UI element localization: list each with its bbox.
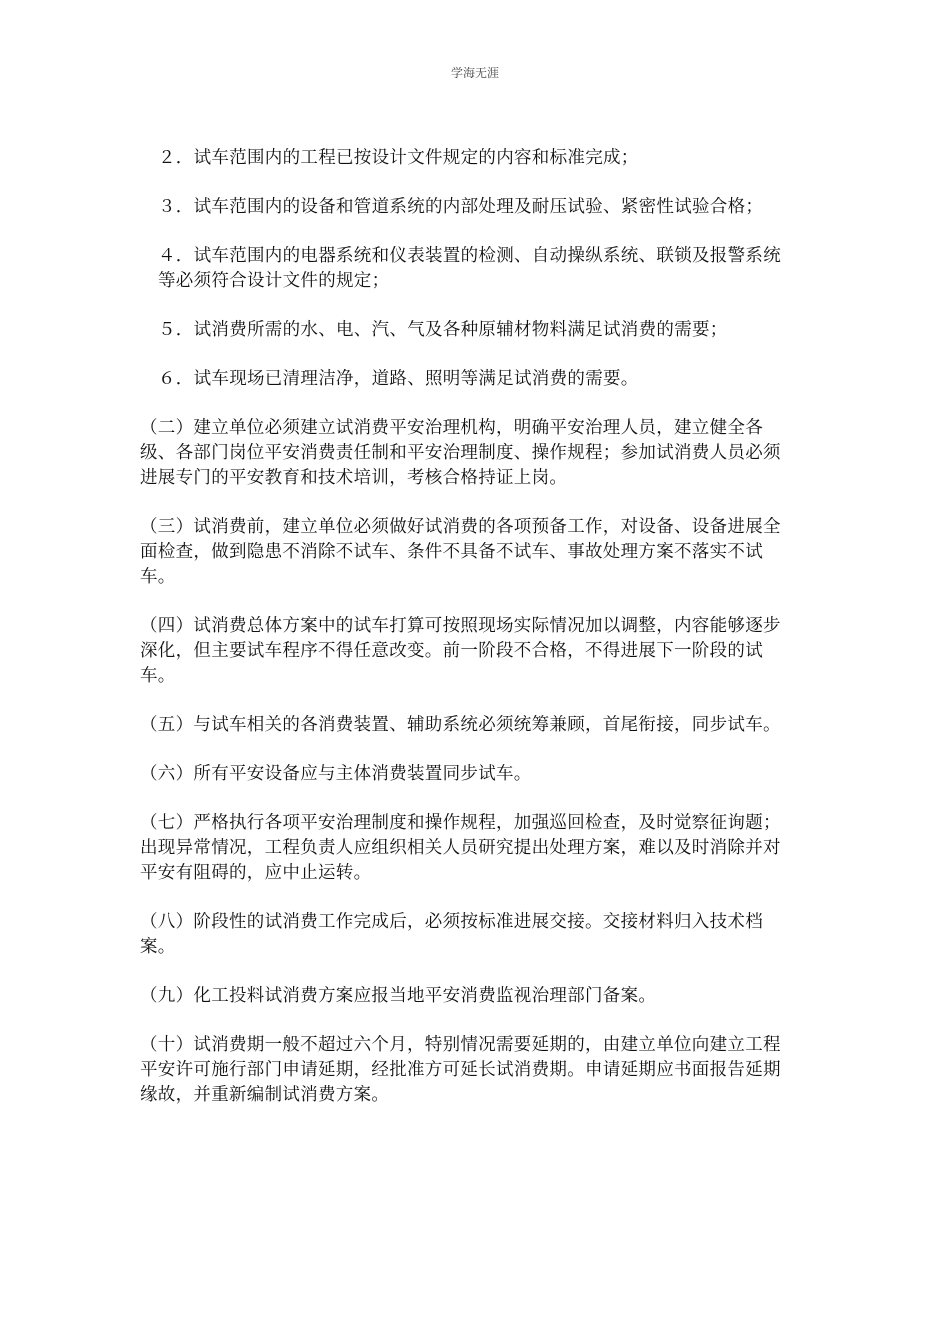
section-paragraph: （五）与试车相关的各消费装置、辅助系统必须统筹兼顾，首尾衔接，同步试车。: [140, 715, 781, 735]
section-paragraph: （七）严格执行各项平安治理制度和操作规程，加强巡回检查，及时觉察征询题；出现异常情况，工程负责人应组织相关人员研究提出处理方案，难以及时消除并对平安有阻碍的，应中止运转。: [140, 813, 781, 883]
section-paragraph: （十）试消费期一般不超过六个月，特别情况需要延期的，由建立单位向建立工程平安许可施行部门申请延期，经批准方可延长试消费期。申请延期应书面报告延期缘故，并重新编制试消费方案。: [140, 1035, 781, 1105]
list-item: ２．试车范围内的工程已按设计文件规定的内容和标准完成；: [158, 148, 639, 168]
page-header: 学海无涯: [450, 66, 499, 80]
list-item: ５．试消费所需的水、电、汽、气及各种原辅材物料满足试消费的需要；: [158, 320, 728, 340]
section-paragraph: （四）试消费总体方案中的试车打算可按照现场实际情况加以调整，内容能够逐步深化，但主要试车程序不得任意改变。前一阶段不合格，不得进展下一阶段的试车。: [140, 616, 781, 686]
section-paragraph: （六）所有平安设备应与主体消费装置同步试车。: [140, 764, 532, 784]
section-paragraph: （八）阶段性的试消费工作完成后，必须按标准进展交接。交接材料归入技术档案。: [140, 912, 763, 957]
list-item: ３．试车范围内的设备和管道系统的内部处理及耐压试验、紧密性试验合格；: [158, 197, 764, 217]
section-paragraph: （二）建立单位必须建立试消费平安治理机构，明确平安治理人员，建立健全各级、各部门岗位平安消费责任制和平安治理制度、操作规程；参加试消费人员必须进展专门的平安教育和技术培训，考核合格持证上岗。: [140, 418, 781, 488]
list-item: ４．试车范围内的电器系统和仪表装置的检测、自动操纵系统、联锁及报警系统等必须符合设计文件的规定；: [158, 246, 781, 291]
list-item: ６．试车现场已清理洁净，道路、照明等满足试消费的需要。: [158, 369, 639, 389]
section-paragraph: （三）试消费前，建立单位必须做好试消费的各项预备工作，对设备、设备进展全面检查，做到隐患不消除不试车、条件不具备不试车、事故处理方案不落实不试车。: [140, 517, 781, 587]
document-body: [140, 146, 792, 1132]
section-paragraph: （九）化工投料试消费方案应报当地平安消费监视治理部门备案。: [140, 986, 657, 1006]
